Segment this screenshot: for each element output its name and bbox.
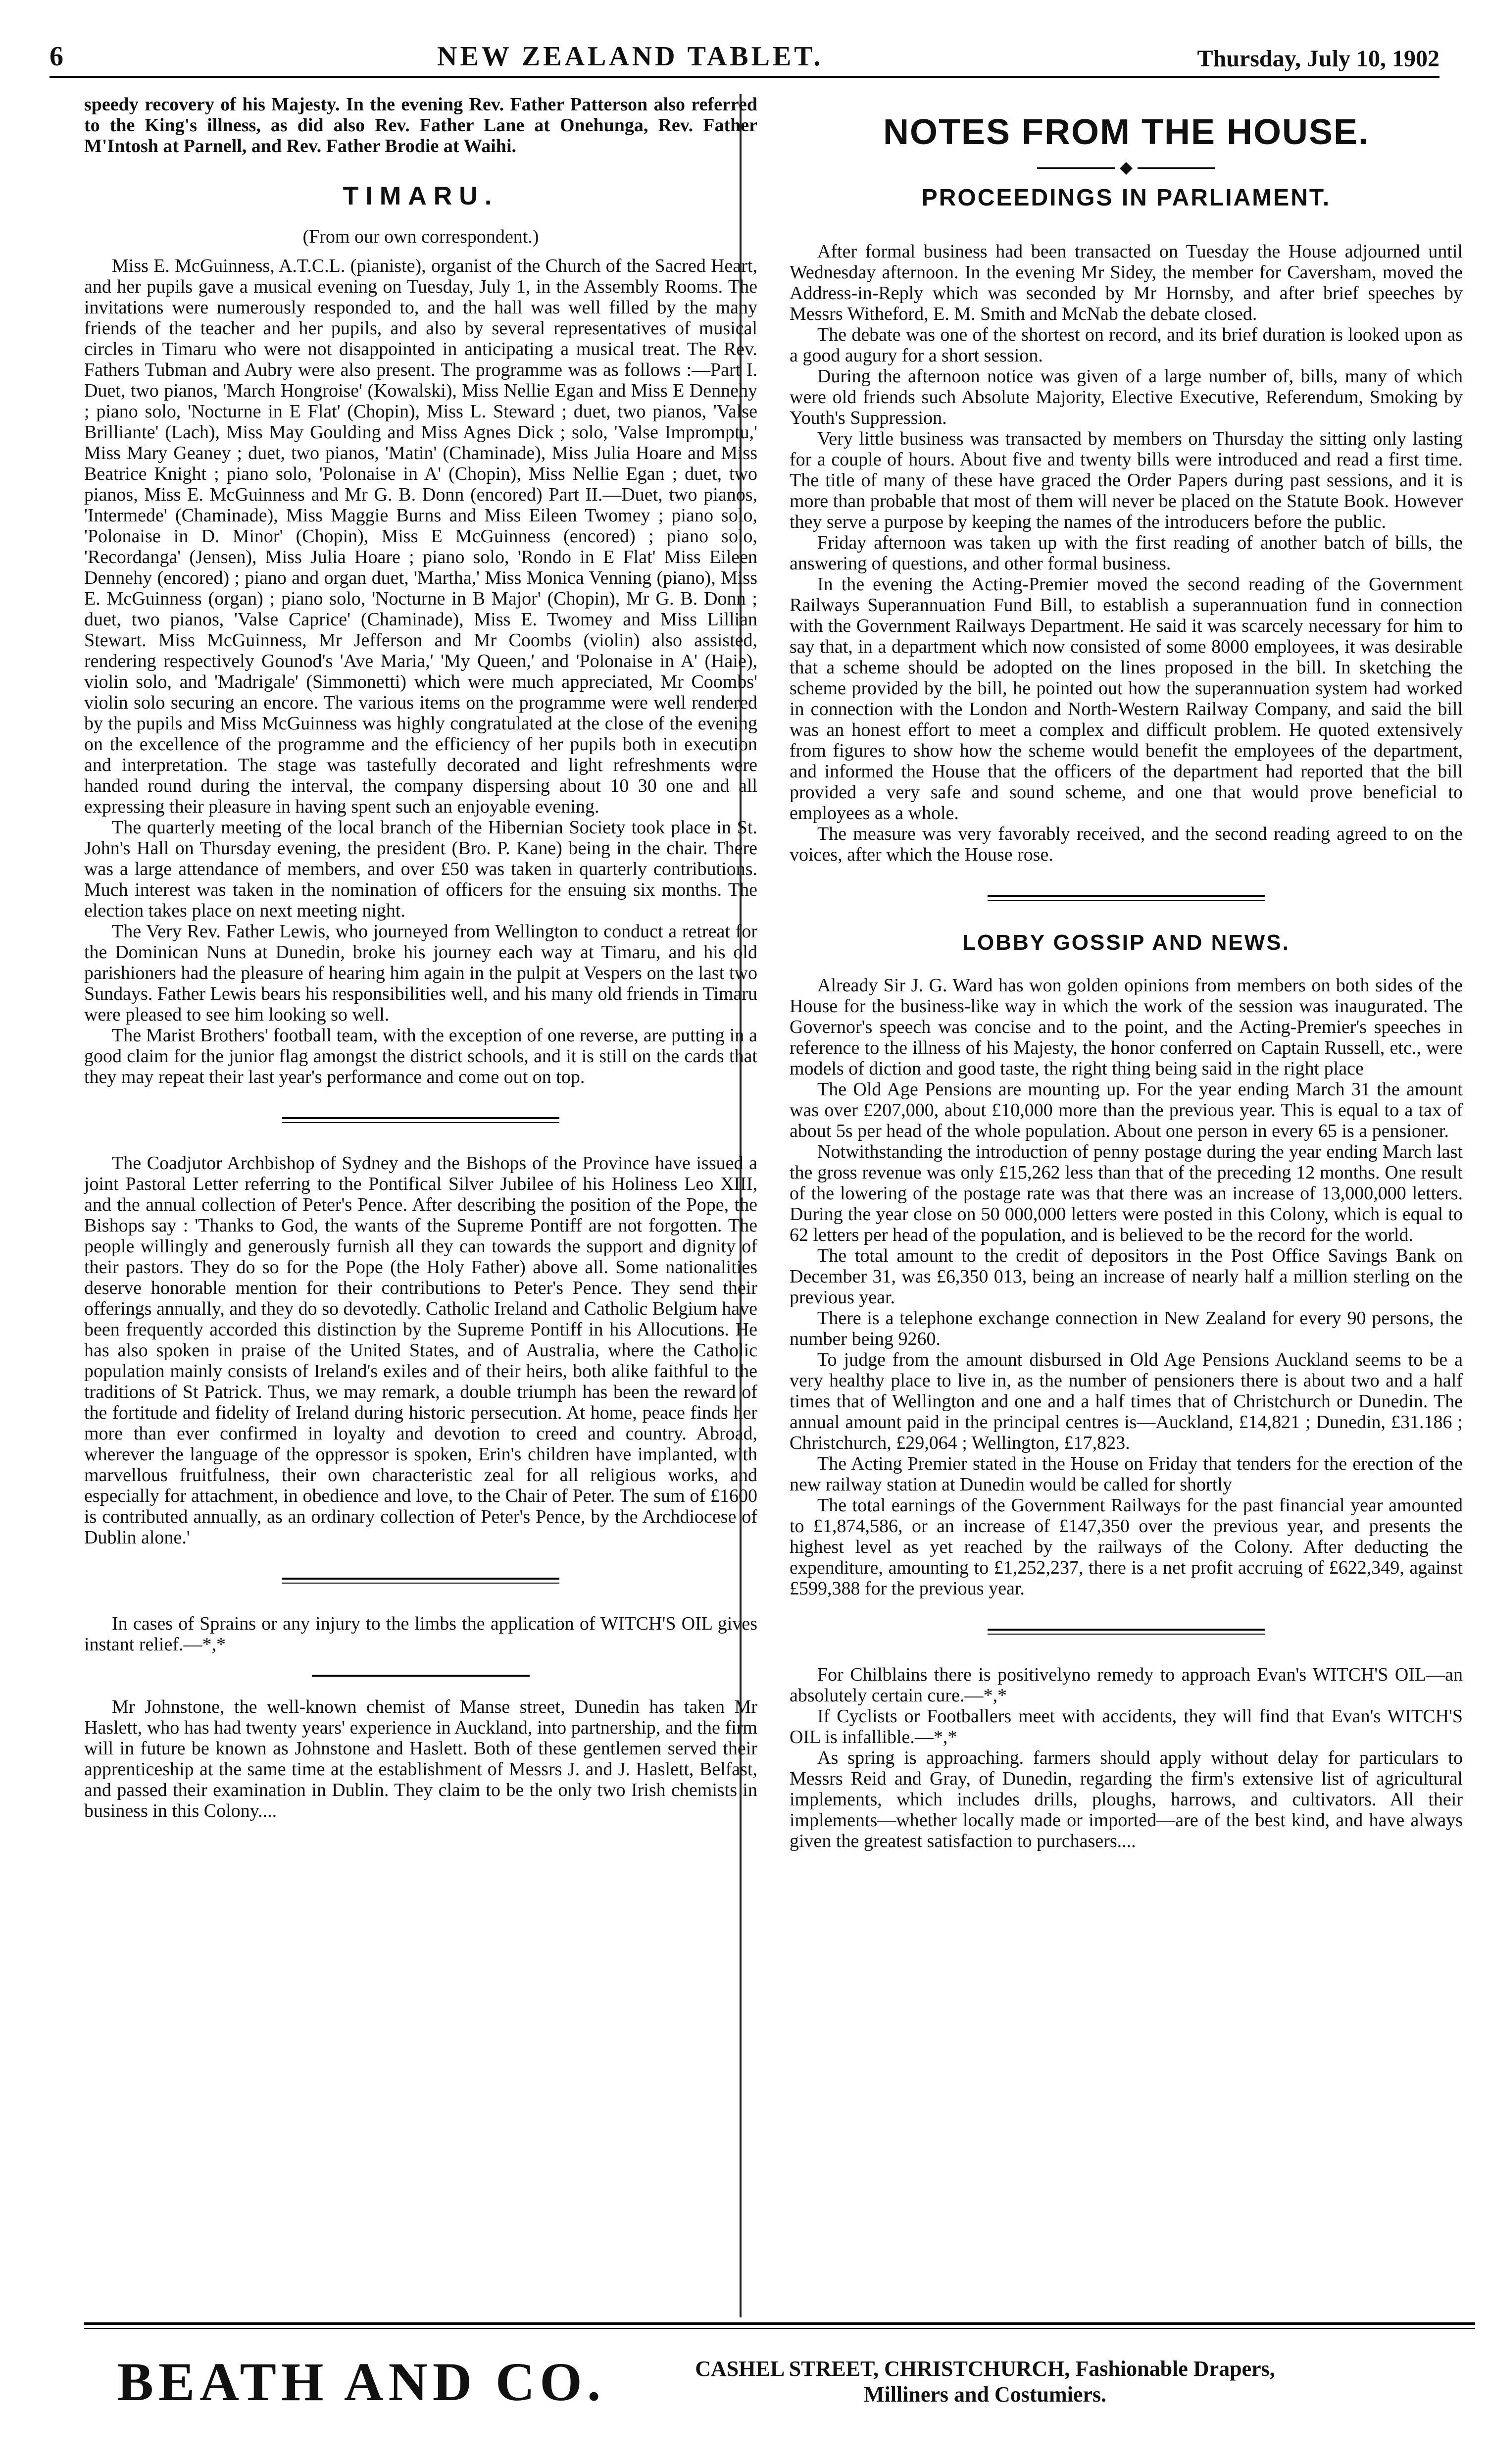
- pastoral-letter-paragraph: The Coadjutor Archbishop of Sydney and the Bishops of the Province have issued a joint Pastoral Letter referring to the Pontifical Silver Jubilee of his Holiness Leo XIII, and the annual collection of Peter's Pence. After describing the position of the Pope, the Bishops say : 'Thanks to God, the wants of the Supreme Pontiff are not forgotten. The people willingly and generously furnish all they can towards the support and dignity of their pastors. They do so for the Pope (the Holy Father) above all. Some nationalities deserve honorable mention for their contributions to Peter's Pence. They send their offerings annually, and they do so devotedly. Catholic Ireland and Catholic Belgium have been frequently accorded this distinction by the Supreme Pontiff in his Allocutions. He has also spoken in praise of the United States, and of Australia, where the Catholic population mainly consists of Ireland's exiles and of their heirs, both alike faithful to the traditions of St Patrick. Thus, we may remark, a double triumph has been the reward of the fortitude and fidelity of Ireland during historic persecution. At home, peace finds her more than ever confirmed in loyalty and devotion to creed and country. Abroad, wherever the language of the oppressor is spoken, Erin's children have implanted, with marvellous fruitfulness, their own characteristic zeal for all religious works, and especially for attachment, in obedience and love, to the Chair of Peter. The sum of £1600 is contributed annually, as an ordinary collection of Peter's Pence, by the Archdiocese of Dublin alone.': [84, 1153, 757, 1548]
- section-divider: [988, 1629, 1265, 1635]
- lobby-paragraph: The total amount to the credit of depositors in the Post Office Savings Bank on December 31, was £6,350 013, being an increase of nearly half a million sterling on the previous year.: [790, 1245, 1463, 1308]
- proceedings-heading: PROCEEDINGS IN PARLIAMENT.: [921, 185, 1331, 211]
- lobby-paragraph: The Old Age Pensions are mounting up. For the year ending March 31 the amount was over £207,000, about £10,000 more than the previous year. This is equal to a tax of about 5s per head of the whole population. About one person in every 65 is a pensioner.: [790, 1079, 1463, 1141]
- lobby-paragraph: There is a telephone exchange connection in New Zealand for every 90 persons, the number being 9260.: [790, 1308, 1463, 1349]
- parliament-paragraph: Very little business was transacted by members on Thursday the sitting only lasting for a couple of hours. About five and twenty bills were introduced and read a first time. The title of many of these have graced the Order Papers during past sessions, and it is more than probable that most of them will never be placed on the Statute Book. However they serve a purpose by keeping the names of the introducers before the public.: [790, 428, 1463, 532]
- issue-date: Thursday, July 10, 1902: [1197, 46, 1439, 72]
- parliament-paragraph: The debate was one of the shortest on record, and its brief duration is looked upon as a good augury for a short session.: [790, 324, 1463, 366]
- lobby-gossip-heading: LOBBY GOSSIP AND NEWS.: [962, 930, 1290, 955]
- diamond-divider: [790, 157, 1463, 177]
- left-column: [84, 94, 757, 1821]
- witchs-oil-chilblains-ad: For Chilblains there is positivelyno remedy to approach Evan's WITCH'S OIL—an absolutely certain cure.—*,*: [790, 1664, 1463, 1706]
- page-number: 6: [50, 41, 63, 72]
- parliament-paragraph: Friday afternoon was taken up with the first reading of another batch of bills, the answering of questions, and other formal business.: [790, 532, 1463, 574]
- timaru-byline: (From our own correspondent.): [302, 226, 539, 247]
- publication-title: NEW ZEALAND TABLET.: [437, 41, 824, 72]
- hibernian-paragraph: The quarterly meeting of the local branch of the Hibernian Society took place in St. John's Hall on Thursday evening, the president (Bro. P. Kane) being in the chair. There was a large attendance of members, and over £50 was taken in quarterly contributions. Much interest was taken in the nomination of officers for the ensuing six months. The election takes place on next meeting night.: [84, 817, 757, 921]
- parliament-paragraph: In the evening the Acting-Premier moved the second reading of the Government Railways Superannuation Fund Bill, to establish a superannuation fund in connection with the Government Railways Department. He said it was scarcely necessary for him to say that, in a department which now consisted of some 8000 employees, it was desirable that a scheme should be adopted on the lines proposed in the bill. In sketching the scheme provided by the bill, he pointed out how the superannuation system had worked in connection with the London and North-Western Railway Company, and said the bill was an honest effort to meet a complex and difficult problem. He quoted extensively from figures to show how the scheme would benefit the employees of the department, and informed the House that the officers of the department had reported that the bill provided a very safe and sound scheme, and one that would prove beneficial to employees as a whole.: [790, 574, 1463, 823]
- parliament-paragraph: After formal business had been transacted on Tuesday the House adjourned until Wednesday afternoon. In the evening Mr Sidey, the member for Caversham, moved the Address-in-Reply which was seconded by Mr Hornsby, and after brief speeches by Messrs Witheford, E. M. Smith and McNab the debate closed.: [790, 241, 1463, 324]
- intro-paragraph: speedy recovery of his Majesty. In the evening Rev. Father Patterson also referred to the King's illness, as did also Rev. Father Lane at Onehunga, Rev. Father M'Intosh at Parnell, and Rev. Father Brodie at Waihi.: [84, 94, 757, 156]
- timaru-heading: TIMARU.: [343, 182, 499, 210]
- lobby-paragraph: Already Sir J. G. Ward has won golden opinions from members on both sides of the House for the business-like way in which the work of the session was inaugurated. The Governor's speech was concise and to the point, and the Acting-Premier's speeches in reference to the illness of his Majesty, the honor conferred on Captain Russell, etc., were models of diction and good taste, the right thing being said in the right place: [790, 975, 1463, 1079]
- section-divider: [282, 1578, 559, 1584]
- father-lewis-paragraph: The Very Rev. Father Lewis, who journeyed from Wellington to conduct a retreat for the Dominican Nuns at Dunedin, broke his journey each way at Timaru, and his old parishioners had the pleasure of hearing him again in the pulpit at Vespers on the last two Sundays. Father Lewis bears his responsibilities well, and his many old friends in Timaru were pleased to see him looking so well.: [84, 921, 757, 1025]
- parliament-paragraph: During the afternoon notice was given of a large number of, bills, many of which were old friends such Absolute Majority, Elective Executive, Referendum, Smoking by Youth's Suppression.: [790, 366, 1463, 428]
- address-line-1: CASHEL STREET, CHRISTCHURCH, Fashionable Drapers,: [695, 2357, 1275, 2381]
- masthead: [50, 41, 1439, 78]
- lobby-paragraph: To judge from the amount disbursed in Old Age Pensions Auckland seems to be a very healthy place to live in, as the number of pensioners there is about two and a half times that of Wellington and one and a half times that of Christchurch or Dunedin. The annual amount paid in the principal centres is—Auckland, £14,821 ; Dunedin, £31.186 ; Christchurch, £29,064 ; Wellington, £17,823.: [790, 1349, 1463, 1453]
- footer-rule: [84, 2322, 1475, 2329]
- timaru-paragraph: Miss E. McGuinness, A.T.C.L. (pianiste), organist of the Church of the Sacred Heart, and her pupils gave a musical evening on Tuesday, July 1, in the Assembly Rooms. The invitations were numerously responded to, and the hall was well filled by the many friends of the teacher and her pupils, and also by several representatives of musical circles in Timaru who were not disappointed in anticipating a musical treat. The Rev. Fathers Tubman and Aubry were also present. The programme was as follows :—Part I. Duet, two pianos, 'March Hongroise' (Kowalski), Miss Nellie Egan and Miss E Dennehy ; piano solo, 'Nocturne in E Flat' (Chopin), Miss L. Steward ; duet, two pianos, 'Valse Brilliante' (Lach), Miss May Goulding and Miss Agnes Dick ; solo, 'Valse Impromptu,' Miss Mary Geaney ; duet, two pianos, 'Matin' (Chaminade), Miss Julia Hoare and Miss Beatrice Knight ; piano solo, 'Polonaise in A' (Chopin), Miss Nellie Egan ; duet, two pianos, Miss E. McGuinness and Mr G. B. Donn (encored) Part II.—Duet, two pianos, 'Intermede' (Chaminade), Miss Maggie Burns and Miss Eileen Twomey ; piano solo, 'Polonaise in D. Minor' (Chopin), Miss E McGuinness (encored) ; piano solo, 'Recordanga' (Jensen), Miss Julia Hoare ; piano solo, 'Rondo in E Flat' Miss Eileen Dennehy (encored) ; piano and organ duet, 'Martha,' Miss Monica Venning (piano), Miss E. McGuinness (organ) ; piano solo, 'Nocturne in B Major' (Chopin), Mr G. B. Donn ; duet, two pianos, 'Valse Caprice' (Chaminade), Miss E. Twomey and Miss Lillian Stewart. Miss McGuinness, Mr Jefferson and Mr Coombs (violin) also assisted, rendering respectively Gounod's 'Ave Maria,' 'My Queen,' and 'Polonaise in A' (Haie), violin solo, and 'Madrigale' (Simmonetti) which were much appreciated, Mr Coombs' violin solo securing an encore. The various items on the programme were well rendered by the pupils and Miss McGuinness was highly congratulated at the close of the evening on the excellence of the programme and the efficiency of her pupils both in execution and interpretation. The stage was tastefully decorated and light refreshments were handed round during the interval, the company dispersing about 10 30 one and all expressing their pleasure in having spent such an enjoyable evening.: [84, 256, 757, 817]
- section-divider: [988, 895, 1265, 901]
- beath-brand: BEATH AND CO.: [117, 2351, 606, 2412]
- witchs-oil-cyclists-ad: If Cyclists or Footballers meet with accidents, they will find that Evan's WITCH'S OIL is infallible.—*,*: [790, 1706, 1463, 1747]
- notes-from-house-heading: NOTES FROM THE HOUSE.: [883, 112, 1370, 152]
- right-column: [790, 94, 1463, 1851]
- beath-address: [639, 2356, 1332, 2408]
- lobby-paragraph: The total earnings of the Government Railways for the past financial year amounted to £1,874,586, or an increase of £147,350 over the previous year, and presents the highest level as yet reached by the railways of the Colony. After deducting the expenditure, amounting to £1,252,237, there is a net profit accruing of £622,349, against £599,388 for the previous year.: [790, 1495, 1463, 1599]
- reid-gray-ad: As spring is approaching. farmers should apply without delay for particulars to Messrs Reid and Gray, of Dunedin, regarding the firm's extensive list of agricultural implements, which includes drills, ploughs, harrows, and cultivators. All their implements—whether locally made or imported—are of the best kind, and have always given the greatest satisfaction to purchasers....: [790, 1747, 1463, 1851]
- witchs-oil-sprains-ad: In cases of Sprains or any injury to the limbs the application of WITCH'S OIL gives instant relief.—*,*: [84, 1613, 757, 1655]
- section-divider: [312, 1675, 530, 1677]
- footer-advert: [84, 2337, 1475, 2426]
- parliament-paragraph: The measure was very favorably received, and the second reading agreed to on the voices, after which the House rose.: [790, 823, 1463, 865]
- johnstone-haslett-paragraph: Mr Johnstone, the well-known chemist of Manse street, Dunedin has taken Mr Haslett, who has had twenty years' experience in Auckland, into partnership, and the firm will in future be known as Johnstone and Haslett. Both of these gentlemen served their apprenticeship at the same time at the establishment of Messrs J. and J. Haslett, Belfast, and passed their examination in Dublin. They claim to be the only two Irish chemists in business in this Colony....: [84, 1696, 757, 1821]
- section-divider: [282, 1117, 559, 1123]
- diamond-icon: ◆: [1115, 158, 1138, 177]
- address-line-2: Milliners and Costumiers.: [863, 2382, 1107, 2407]
- lobby-paragraph: Notwithstanding the introduction of penny postage during the year ending March last the gross revenue was only £15,262 less than that of the preceding 12 months. One result of the lowering of the postage rate was that there was an increase of 13,000,000 letters. During the year close on 50 000,000 letters were posted in this Colony, which is equal to 62 letters per head of the population, and is believed to be the record for the world.: [790, 1141, 1463, 1245]
- lobby-paragraph: The Acting Premier stated in the House on Friday that tenders for the erection of the new railway station at Dunedin would be called for shortly: [790, 1453, 1463, 1495]
- marist-paragraph: The Marist Brothers' football team, with the exception of one reverse, are putting in a good claim for the junior flag amongst the district schools, and it is still on the cards that they may repeat their last year's performance and come out on top.: [84, 1025, 757, 1087]
